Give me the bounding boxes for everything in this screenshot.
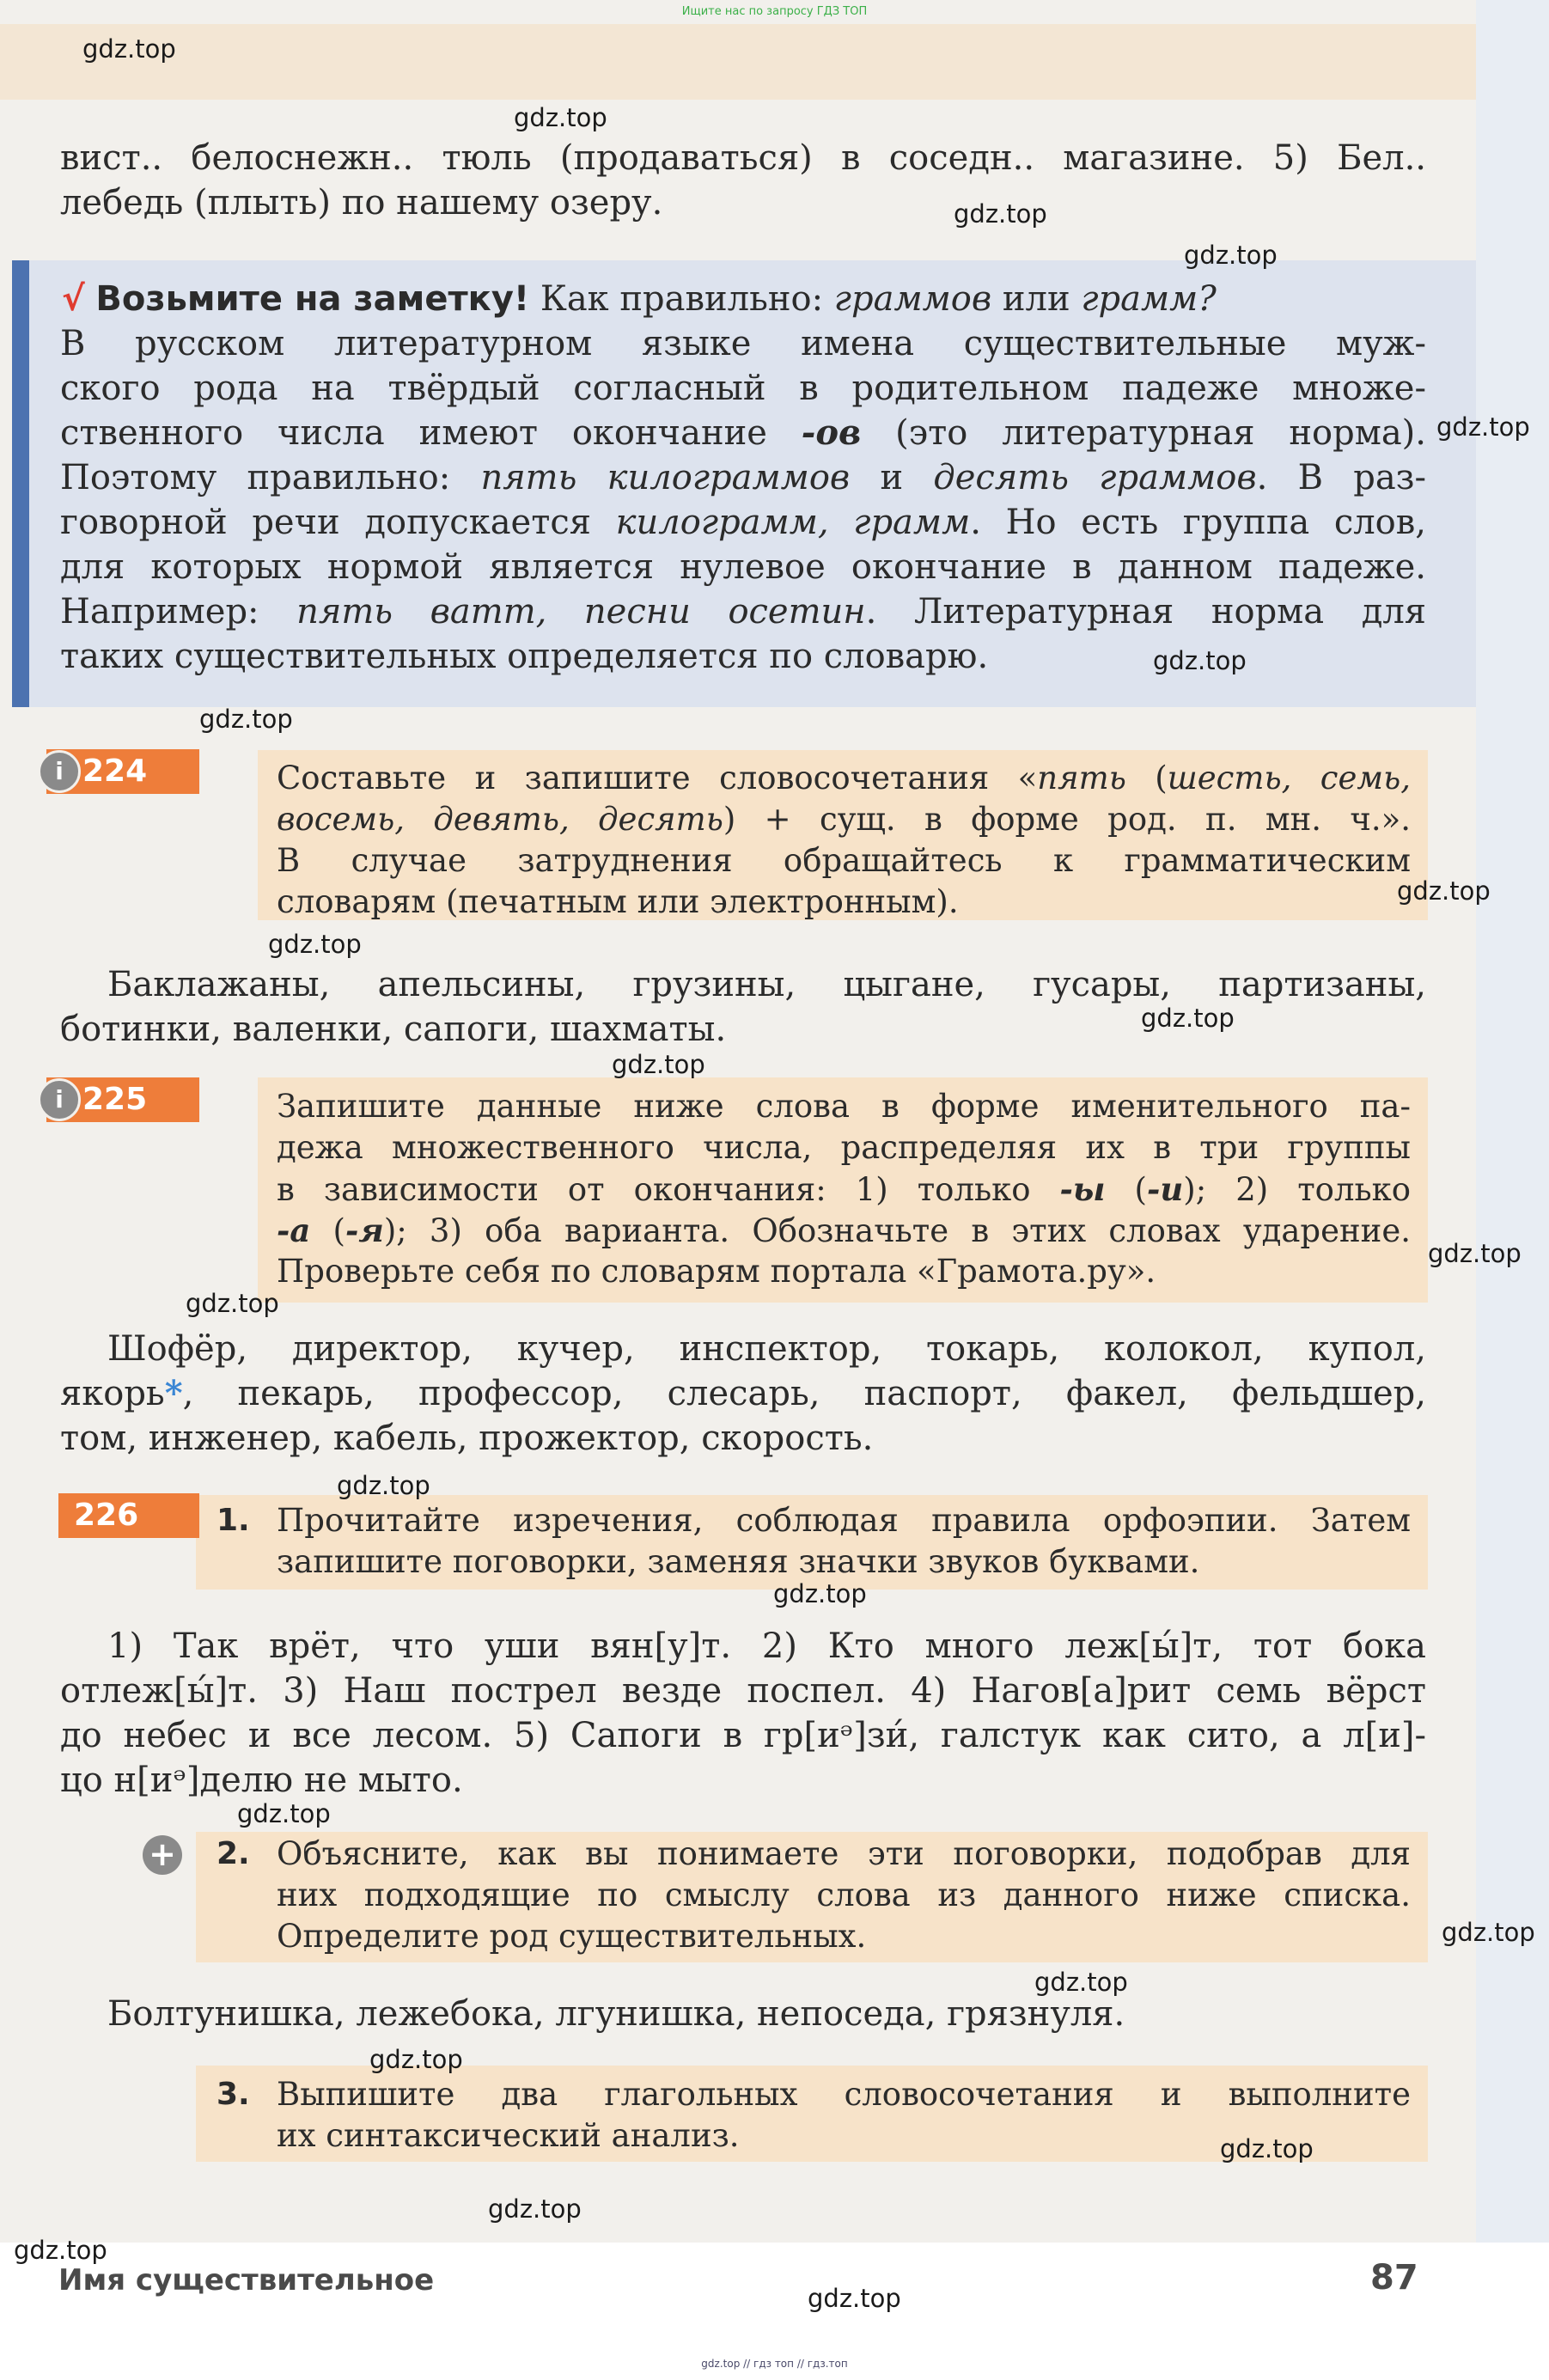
note-line-7: Например: пять ватт, песни осетин. Литературная норма для <box>60 592 1426 632</box>
watermark: gdz.top <box>808 2284 901 2313</box>
task-224-line-1: Составьте и запишите словосочетания «пять (шесть, семь, <box>277 760 1411 796</box>
top-stripe <box>0 24 1476 100</box>
task-226-sub1-line-2: запишите поговорки, заменяя значки звуков буквами. <box>277 1543 1200 1580</box>
task-226-words: Болтунишка, лежебока, лгунишка, непоседа, грязнуля. <box>107 1994 1125 2034</box>
proverbs-line-1: 1) Так врёт, что уши вян[у]т. 2) Кто много леж[ы́]т, тот бока <box>107 1626 1426 1666</box>
watermark: gdz.top <box>337 1471 430 1500</box>
task-225-line-5: Проверьте себя по словарям портала «Грамота.ру». <box>277 1253 1156 1290</box>
watermark: gdz.top <box>1141 1004 1235 1033</box>
page-number: 87 <box>1370 2258 1418 2298</box>
note-line-5: говорной речи допускается килограмм, грамм. Но есть группа слов, <box>60 503 1426 542</box>
task-226-sub3-line-2: их синтаксический анализ. <box>277 2117 740 2154</box>
watermark: gdz.top <box>1436 412 1530 442</box>
info-icon: i <box>38 1078 81 1121</box>
sub-task-2-number: 2. <box>216 1836 250 1871</box>
note-line-8: таких существительных определяется по словарю. <box>60 637 989 676</box>
watermark: gdz.top <box>1220 2134 1314 2163</box>
task-225-words-1: Шофёр, директор, кучер, инспектор, токарь, колокол, купол, <box>107 1329 1426 1369</box>
task-226-sub2-line-1: Объясните, как вы понимаете эти поговорки, подобрав для <box>277 1835 1411 1872</box>
task-226-sub3-line-1: Выпишите два глагольных словосочетания и выполните <box>277 2076 1411 2113</box>
proverbs-line-2: отлеж[ы́]т. 3) Наш пострел везде поспел. 4) Нагов[а]рит семь вёрст <box>60 1671 1426 1711</box>
watermark: gdz.top <box>612 1050 705 1079</box>
task-224-number: 224 <box>46 749 199 794</box>
watermark: gdz.top <box>1184 241 1278 270</box>
watermark: gdz.top <box>488 2194 582 2224</box>
note-line-6: для которых нормой является нулевое окончание в данном падеже. <box>60 547 1426 587</box>
plus-icon: + <box>143 1835 182 1875</box>
watermark: gdz.top <box>1397 876 1491 906</box>
watermark: gdz.top <box>186 1289 279 1318</box>
task-225-words-3: том, инженер, кабель, прожектор, скорость. <box>60 1419 874 1458</box>
asterisk-icon: * <box>164 1373 183 1413</box>
site-footer[interactable]: gdz.top // гдз топ // гдз.топ <box>701 2358 848 2370</box>
watermark: gdz.top <box>237 1799 331 1828</box>
task-224-line-2: восемь, девять, десять) + сущ. в форме род. п. мн. ч.». <box>277 801 1411 838</box>
watermark: gdz.top <box>268 930 362 959</box>
right-margin <box>1476 0 1549 2243</box>
watermark: gdz.top <box>82 34 176 64</box>
site-banner[interactable]: Ищите нас по запросу ГДЗ ТОП <box>681 5 868 18</box>
watermark: gdz.top <box>1034 1968 1128 1997</box>
watermark: gdz.top <box>514 103 607 132</box>
footer-section-title: Имя существительное <box>58 2263 435 2298</box>
watermark: gdz.top <box>1442 1918 1535 1947</box>
note-line-3: ственного числа имеют окончание -ов (это литературная норма). <box>60 412 1427 453</box>
note-line-4: Поэтому правильно: пять килограммов и десять граммов. В раз- <box>60 458 1427 497</box>
intro-line-1: вист.. белоснежн.. тюль (продаваться) в соседн.. магазине. 5) Бел.. <box>60 138 1426 178</box>
note-heading: √ Возьмите на заметку! Как правильно: граммов или грамм? <box>62 279 1217 319</box>
info-icon: i <box>38 750 81 793</box>
task-226-number: 226 <box>58 1493 199 1538</box>
task-225-number: 225 <box>46 1077 199 1122</box>
note-title: Возьмите на заметку! <box>95 279 530 319</box>
task-226-sub2-line-2: них подходящие по смыслу слова из данного ниже списка. <box>277 1877 1411 1913</box>
check-mark-icon: √ <box>62 279 85 319</box>
task-224-words-1: Баклажаны, апельсины, грузины, цыгане, гусары, партизаны, <box>107 965 1426 1004</box>
watermark: gdz.top <box>954 199 1047 229</box>
watermark: gdz.top <box>199 705 293 734</box>
task-226-sub1-line-1: Прочитайте изречения, соблюдая правила орфоэпии. Затем <box>277 1502 1411 1539</box>
task-224-line-4: словарям (печатным или электронным). <box>277 883 959 920</box>
proverbs-line-4: цо н[иᵊ]делю не мыто. <box>60 1761 463 1800</box>
note-line-2: ского рода на твёрдый согласный в родительном падеже множе- <box>60 369 1426 408</box>
watermark: gdz.top <box>773 1579 867 1608</box>
task-225-line-2: дежа множественного числа, распределяя их в три группы <box>277 1129 1411 1166</box>
task-224-words-2: ботинки, валенки, сапоги, шахматы. <box>60 1010 727 1049</box>
watermark: gdz.top <box>14 2236 107 2265</box>
task-225-line-4: -а (-я); 3) оба варианта. Обозначьте в этих словах ударение. <box>277 1211 1411 1249</box>
intro-line-2: лебедь (плыть) по нашему озеру. <box>60 183 663 223</box>
watermark: gdz.top <box>369 2045 463 2074</box>
task-225-words-2: якорь*, пекарь, профессор, слесарь, паспорт, факел, фельдшер, <box>60 1373 1426 1413</box>
task-225-line-1: Запишите данные ниже слова в форме именительного па- <box>277 1088 1411 1125</box>
watermark: gdz.top <box>1428 1239 1522 1268</box>
task-224-line-3: В случае затруднения обращайтесь к грамматическим <box>277 842 1411 879</box>
task-226-sub2-line-3: Определите род существительных. <box>277 1918 867 1955</box>
task-225-line-3: в зависимости от окончания: 1) только -ы (-и); 2) только <box>277 1170 1411 1208</box>
watermark: gdz.top <box>1153 646 1247 675</box>
proverbs-line-3: до небес и все лесом. 5) Сапоги в гр[иᵊ]зи́, галстук как сито, а л[и]- <box>60 1716 1426 1755</box>
sub-task-3-number: 3. <box>216 2077 250 2112</box>
sub-task-1-number: 1. <box>216 1503 250 1538</box>
note-line-1: В русском литературном языке имена существительные муж- <box>60 324 1426 363</box>
